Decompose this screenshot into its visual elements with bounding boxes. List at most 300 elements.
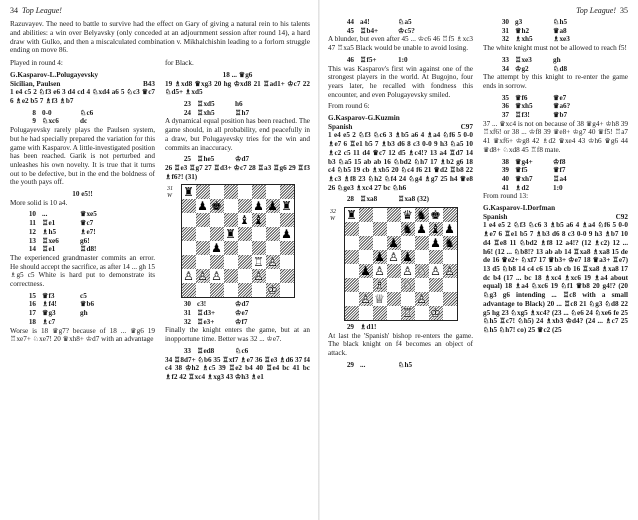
board-square xyxy=(210,255,224,269)
board-square xyxy=(266,213,280,227)
commentary: Worse is 18 ♛g7? because of 18 ... ♛g6 19 ♖xe7+ ♘xe7! 20 ♛xh8+ ♔d7 with an advantage xyxy=(10,326,155,344)
board-square xyxy=(224,227,238,241)
board-square xyxy=(359,264,373,278)
white-move: ♗c7 xyxy=(42,317,56,326)
board-square xyxy=(415,292,429,306)
move-row xyxy=(483,27,628,36)
board-square xyxy=(266,283,280,297)
board-square xyxy=(238,269,252,283)
board-square xyxy=(401,264,415,278)
board-square xyxy=(280,227,294,241)
board-square xyxy=(182,283,196,297)
white-pawn-icon: ♙ xyxy=(374,264,385,279)
board-square xyxy=(415,264,429,278)
board-square xyxy=(373,306,387,320)
move-row xyxy=(165,300,310,309)
board-square xyxy=(196,227,210,241)
board-square xyxy=(415,250,429,264)
black-knight-icon: ♞ xyxy=(402,222,413,237)
board-square xyxy=(387,222,401,236)
white-move: ♖b4+ xyxy=(360,26,379,35)
move-row xyxy=(328,361,473,370)
board-square xyxy=(373,278,387,292)
white-move: c3! xyxy=(197,300,207,309)
black-bishop-icon: ♝ xyxy=(253,213,264,228)
move-row xyxy=(483,184,628,193)
board-square xyxy=(196,269,210,283)
board-square xyxy=(210,185,224,199)
board-square xyxy=(252,227,266,241)
eco-code: C97 xyxy=(460,122,473,131)
board-square xyxy=(224,199,238,213)
move-row xyxy=(165,318,310,327)
move-number: 39 xyxy=(501,166,509,175)
move-number: 37 xyxy=(501,111,509,120)
move-number: 18 xyxy=(28,317,36,326)
move-number: 32 xyxy=(183,317,191,326)
move-number: 11 xyxy=(29,219,36,228)
board-square xyxy=(238,241,252,255)
white-pawn-icon: ♙ xyxy=(416,292,427,307)
move-number: 23 xyxy=(183,100,191,108)
board-square xyxy=(266,227,280,241)
move-row xyxy=(483,35,628,44)
move-number: 31 xyxy=(183,309,191,318)
board-square xyxy=(252,213,266,227)
black-move: ♛b6 xyxy=(80,300,95,309)
white-move: ♖e1 xyxy=(42,245,56,254)
board-square xyxy=(359,278,373,292)
black-move: ♔f7 xyxy=(235,317,248,326)
move-row xyxy=(10,228,155,237)
board-square xyxy=(429,278,443,292)
white-pawn-icon: ♙ xyxy=(430,264,441,279)
move-row xyxy=(10,309,155,318)
move-number: 29 xyxy=(346,360,354,369)
board-square xyxy=(210,227,224,241)
board-square xyxy=(373,208,387,222)
board-square xyxy=(345,264,359,278)
book-spine xyxy=(318,0,320,520)
right-column-1 xyxy=(328,18,473,370)
white-move: ♗h5 xyxy=(42,227,57,236)
move-list xyxy=(165,155,310,164)
black-pawn-icon: ♟ xyxy=(444,222,455,237)
diagram-number: 31 xyxy=(167,186,173,193)
black-pawn-icon: ♟ xyxy=(388,236,399,251)
white-move: ... xyxy=(360,360,366,369)
board-square xyxy=(443,222,457,236)
board-square xyxy=(280,241,294,255)
white-move: ♖e1 xyxy=(42,219,56,228)
diagram-side: W xyxy=(167,193,172,200)
from-round-6: From round 6: xyxy=(328,102,370,111)
board-square xyxy=(238,185,252,199)
move-row xyxy=(483,65,628,74)
opening-name: Spanish xyxy=(483,212,508,221)
diagram-32-wrapper xyxy=(328,207,473,321)
board-square xyxy=(182,213,196,227)
move-row xyxy=(328,195,473,204)
black-move: ♘h5 xyxy=(553,18,568,26)
board-square xyxy=(280,269,294,283)
board-square xyxy=(443,208,457,222)
move-list xyxy=(328,361,473,370)
white-knight-icon: ♘ xyxy=(402,278,413,293)
board-square xyxy=(429,250,443,264)
move-number: 32 xyxy=(501,35,509,44)
moves-text: 1 e4 e5 2 ♘f3 ♘c6 3 ♗b5 a6 4 ♗a4 ♘f6 5 0-0 ♗e7 6 ♖e1 b5 7 ♗b3 d6 8 c3 0-0 9 h3 ♘a5 10 ♗c2 c5 11 d4 ♛c7 12 d5 ♗c4!? 13 a4 ♖d7 14 b3 ♘a5 15 ab ab 16 ♘bd2 ♘h7 17 ♗b2 g6 18 c4 ♘b5 19 cb ♗xb5 20 ♘c4 f6 21 ♛d2 ♖b8 22 ♗c3 ♗f8 23 ♘h2 ♘f4 24 ♘g4 ♗g7 25 h4 ♛e8 26 ♘ge3 ♗xc4 27 bc ♘h6 xyxy=(328,131,473,192)
board-square xyxy=(443,250,457,264)
move-number: 41 xyxy=(501,183,509,192)
board-square xyxy=(238,283,252,297)
black-move: ♗xe3 xyxy=(553,35,570,44)
black-pawn-icon: ♟ xyxy=(281,227,292,242)
move-row xyxy=(10,300,155,309)
board-square xyxy=(280,199,294,213)
white-move: ♛g4+ xyxy=(515,157,533,166)
board-square xyxy=(387,250,401,264)
white-pawn-icon: ♙ xyxy=(183,269,194,284)
move-row xyxy=(483,102,628,111)
black-pawn-icon: ♟ xyxy=(360,264,371,279)
board-square xyxy=(415,236,429,250)
white-pawn-icon: ♙ xyxy=(197,269,208,284)
move-row xyxy=(328,323,473,332)
opening-name: Sicilian, Paulsen xyxy=(10,79,61,88)
white-pawn-icon: ♙ xyxy=(444,264,455,279)
move-number: 45 xyxy=(346,26,354,35)
board-square xyxy=(401,292,415,306)
move-row xyxy=(483,111,628,120)
board-square xyxy=(443,264,457,278)
move-row xyxy=(165,309,310,318)
board-square xyxy=(359,222,373,236)
move-list xyxy=(165,347,310,356)
move-list xyxy=(483,18,628,44)
black-bishop-icon: ♝ xyxy=(239,213,250,228)
move-row xyxy=(328,27,473,36)
board-square xyxy=(210,283,224,297)
commentary: More solid is 10 a4. xyxy=(10,198,68,207)
page-number-left: 34 xyxy=(10,6,18,15)
diagram-31-wrapper xyxy=(165,184,310,298)
move-list xyxy=(328,323,473,332)
opening-line xyxy=(483,213,628,222)
right-running-head xyxy=(328,6,628,18)
white-move: ♛f6 xyxy=(515,93,528,102)
running-head-right: Top League! xyxy=(576,6,616,15)
black-move: ♗e7! xyxy=(80,227,96,236)
white-move: ♖he5 xyxy=(197,155,215,164)
black-pawn-icon: ♟ xyxy=(253,199,264,214)
diagram-32-label xyxy=(330,209,336,223)
move-list xyxy=(165,100,310,117)
black-move: ♛c7 xyxy=(80,219,94,228)
black-move: ♔c5? xyxy=(398,26,415,35)
move-18: 18 ... ♛g6 xyxy=(222,70,253,79)
move-number: 40 xyxy=(501,174,509,183)
move-list xyxy=(328,195,473,204)
move-number: 33 xyxy=(501,55,509,64)
black-move: ♖a4 xyxy=(553,174,567,183)
white-move: ♖f5+ xyxy=(360,55,377,64)
black-king-icon: ♚ xyxy=(430,208,441,223)
commentary: Finally the knight enters the game, but at an inopportune time. Better was 32 ... ♔e7. xyxy=(165,326,310,344)
white-move: ♛xh5 xyxy=(515,102,533,111)
board-square xyxy=(210,213,224,227)
board-square xyxy=(224,269,238,283)
white-move: ♖xd5 xyxy=(197,100,215,108)
move-number: 15 xyxy=(28,291,36,300)
white-move: ♖d3+ xyxy=(197,309,216,318)
commentary: The white knight must not be allowed to reach f5! xyxy=(483,44,627,53)
move-row xyxy=(165,100,310,109)
white-king-icon: ♔ xyxy=(430,306,441,321)
eco-code: B43 xyxy=(143,79,155,88)
move-number: 30 xyxy=(501,18,509,26)
opening-line xyxy=(328,123,473,132)
black-move: ♖xa8 (32) xyxy=(398,195,429,204)
board-square xyxy=(224,241,238,255)
diagram-number: 32 xyxy=(330,209,336,216)
move-row xyxy=(10,292,155,301)
move-number: 14 xyxy=(28,245,36,254)
black-move: ♔d7 xyxy=(235,300,250,309)
move-number: 17 xyxy=(28,309,36,318)
board-square xyxy=(387,208,401,222)
black-move: ♖d8! xyxy=(80,245,97,254)
game-title-dorfman: G.Kasparov-I.Dorfman xyxy=(483,204,556,213)
black-pawn-icon: ♟ xyxy=(430,236,441,251)
white-move: ♘xc6 xyxy=(42,117,59,126)
board-square xyxy=(210,241,224,255)
move-row xyxy=(483,175,628,184)
board-square xyxy=(182,269,196,283)
board-square xyxy=(182,199,196,213)
move-number: 9 xyxy=(32,117,36,126)
played-round-4: Played in round 4: xyxy=(10,59,63,68)
black-move xyxy=(80,318,155,327)
board-square xyxy=(196,213,210,227)
left-running-head xyxy=(10,6,310,18)
commentary: The attempt by this knight to re-enter the game ends in sorrow. xyxy=(483,73,628,90)
left-column-2 xyxy=(165,59,310,384)
board-square xyxy=(359,306,373,320)
white-pawn-icon: ♙ xyxy=(211,269,222,284)
board-square xyxy=(345,292,359,306)
move-list xyxy=(10,109,155,126)
board-square xyxy=(238,213,252,227)
commentary: A dynamical equal position has been reached. The game should, in all probability, end peacefully in a draw, but Polugayevsky tries for the win and commits an inaccuracy. xyxy=(165,117,310,152)
board-square xyxy=(196,185,210,199)
move-row xyxy=(10,117,155,126)
board-square xyxy=(238,199,252,213)
board-square xyxy=(359,250,373,264)
board-square xyxy=(266,241,280,255)
moves-text: 19 ♗xd8 ♛xg3 20 hg ♔xd8 21 ♖ad1+ ♔c7 22 ♘d5+ ♗xd5 xyxy=(165,79,310,97)
board-square xyxy=(429,222,443,236)
black-move: 1:0 xyxy=(553,183,563,192)
white-move: a4! xyxy=(360,18,370,26)
board-square xyxy=(196,241,210,255)
commentary: 37 ... ♛xc4 is not on because of 38 ♛g4+ ♔h8 39 ♖xf6! or 38 ... ♔f8 39 ♛e8+ ♔g7 40 ♛f5! ♖a7 41 ♛xf6+ ♔g8 42 ♗d2 ♛xe4 43 ♔h6 ♛g6 44 ♛d8+ ♘xd8 45 ♖f8 mate. xyxy=(483,119,628,154)
move-row xyxy=(165,155,310,164)
move-number: 30 xyxy=(183,300,191,309)
board-square xyxy=(238,227,252,241)
board-square xyxy=(266,185,280,199)
move-number: 29 xyxy=(346,323,354,332)
move-row xyxy=(10,109,155,118)
board-square xyxy=(387,236,401,250)
black-move: ♛a6? xyxy=(553,102,571,111)
move-row xyxy=(483,94,628,103)
move-list xyxy=(328,18,473,35)
white-move: ♛f5 xyxy=(515,166,528,175)
move-row xyxy=(328,56,473,65)
black-pawn-icon: ♟ xyxy=(211,241,222,256)
white-pawn-icon: ♙ xyxy=(402,264,413,279)
opening-line xyxy=(10,80,155,89)
white-pawn-icon: ♙ xyxy=(360,292,371,307)
game-title-kuzmin: G.Kasparov-G.Kuzmin xyxy=(328,114,400,123)
board-square xyxy=(280,213,294,227)
white-pawn-icon: ♙ xyxy=(388,250,399,265)
board-square xyxy=(359,236,373,250)
board-square xyxy=(401,208,415,222)
board-square xyxy=(415,306,429,320)
move-number: 46 xyxy=(346,55,354,64)
move-row xyxy=(483,166,628,175)
chess-diagram-31 xyxy=(181,184,295,298)
board-square xyxy=(252,241,266,255)
move-list xyxy=(483,94,628,120)
move-row xyxy=(10,219,155,228)
moves-text: 1 e4 e5 2 ♘f3 ♘c6 3 ♗b5 a6 4 ♗a4 ♘f6 5 0-0 ♗e7 6 ♖e1 b5 7 ♗b3 d6 8 c3 0-0 9 h3 ♗b7 10 d4 ♖e8 11 ♘bd2 ♗f8 12 a4!? (12 ♗c2) 12 ... h6! (12 ... ♘b8!? 13 ab ab 14 ♖xa8 ♗xa8 15 de de 16 ♛e2+ ♘xf7 17 ♛b3+ ♔e7 18 ♛a3+ ♖e7) 13 d5 ♘b8 14 c4 c6 15 ab cb 16 ♖xa8 ♗xa8 17 dc b4 (17 ... bc 18 ♗xc4 ♗xc6 19 ♗a4 about equal) 18 ♗a4 ♘xc6 19 ♘f1 ♛b8 20 g4!? (20 ♘g3 g6 intending ... ♖c8 with a small advantage to Black) 20 ... ♖c8 21 ♘g3 ♘d8 22 g5 hg 23 ♘xg5 ♗xc4? (23 ... ♘e6 24 ♘xe6 fe 25 ♘h5 ♖c7! ♘h5) 24 ♗xb3 ♔d4? (24 ... ♗c7 25 ♘h5 ♘h7! co) 25 ♛c2 (25 xyxy=(483,221,628,334)
move-number: 13 xyxy=(28,236,36,245)
black-move: ♔e7 xyxy=(235,309,249,318)
black-pawn-icon: ♟ xyxy=(402,250,413,265)
black-move: ♛b7 xyxy=(553,111,568,120)
board-square xyxy=(387,292,401,306)
move-row xyxy=(10,245,155,254)
move-row xyxy=(165,109,310,118)
white-move: ♔g2 xyxy=(515,64,529,73)
move-number: 31 xyxy=(501,26,509,35)
left-intro-paragraph: Razuvayev. The need to battle to survive had the effect on Gary of giving a natural rein to his talents and abilities: a win over Belyavsky (only conceded at an adjournment session after round 14), a hard draw with Gulko, and then a miscalculated combination v. Mikhalchishin leading to a forlorn struggle ending on move 86. xyxy=(10,19,310,55)
board-square xyxy=(373,222,387,236)
move-list xyxy=(165,300,310,326)
moves-text: 34 ♖8d7+ ♘b6 35 ♖xf7 ♗e7 36 ♖e3 ♗d6 37 f4 c4 38 ♔h2 ♗c5 39 ♖e2 b4 40 ♖e4 bc 41 bc ♗f2 42 ♖xc4 ♗xg3 43 ♔h3 ♗e1 xyxy=(165,355,310,381)
black-move: gh xyxy=(553,55,561,64)
move-row xyxy=(483,18,628,27)
board-square xyxy=(373,292,387,306)
black-pawn-icon: ♟ xyxy=(374,250,385,265)
novelty-move: 10 e5!! xyxy=(72,190,93,199)
black-move: c5 xyxy=(80,291,87,300)
black-move: ♘d8 xyxy=(553,64,568,73)
black-move: ♛a8 xyxy=(553,26,567,35)
move-number: 10 xyxy=(28,210,36,219)
white-pawn-icon: ♙ xyxy=(253,269,264,284)
board-square xyxy=(345,306,359,320)
move-number: 33 xyxy=(183,346,191,355)
board-square xyxy=(252,185,266,199)
black-rook-icon: ♜ xyxy=(346,208,357,223)
board-square xyxy=(373,264,387,278)
commentary: Polugayevsky rarely plays the Paulsen system, but he had specially prepared the variation for this game with Kasparov. A little-investigated position has been reached. Garik is not perturbed and unleashes his own novelty. It is true that it turns out to be defective, but in the end the boldness of the youth pays off. xyxy=(10,126,155,187)
move-number: 38 xyxy=(501,157,509,166)
black-move: dc xyxy=(80,117,88,126)
move-row xyxy=(328,18,473,27)
move-number: 16 xyxy=(28,300,36,309)
white-move: ♗d2 xyxy=(515,183,530,192)
board-square xyxy=(443,306,457,320)
move-row xyxy=(483,56,628,65)
commentary: This was Kasparov's first win against one of the strongest players in the world. At Bugojno, four years later, he recalled with fondness this encounter, and even Polugayevsky smiled. xyxy=(328,64,473,99)
white-knight-icon: ♘ xyxy=(416,264,427,279)
board-square xyxy=(252,269,266,283)
white-move: ♛h2 xyxy=(515,26,530,35)
game-title-polugayevsky: G.Kasparov-L.Polugayevsky xyxy=(10,70,99,79)
right-column-2 xyxy=(483,18,628,370)
moves-text: 1 e4 c5 2 ♘f3 e6 3 d4 cd 4 ♘xd4 a6 5 ♘c3 ♛c7 6 ♗e2 b5 7 ♗f3 ♗b7 xyxy=(10,88,155,105)
move-number: 34 xyxy=(501,64,509,73)
white-queen-icon: ♕ xyxy=(374,292,385,307)
board-square xyxy=(387,306,401,320)
move-number: 8 xyxy=(32,108,36,117)
board-square xyxy=(401,306,415,320)
board-square xyxy=(345,222,359,236)
move-list xyxy=(483,158,628,193)
white-move: ♖xe6 xyxy=(42,236,59,245)
white-pawn-icon: ♙ xyxy=(267,255,278,270)
black-move xyxy=(398,323,473,332)
diagram-31-label xyxy=(167,186,173,200)
white-move: ♛xh7 xyxy=(515,174,533,183)
board-square xyxy=(182,255,196,269)
board-square xyxy=(252,283,266,297)
move-number: 44 xyxy=(346,18,354,26)
board-square xyxy=(415,278,429,292)
black-move: ♘c6 xyxy=(235,346,249,355)
board-square xyxy=(429,236,443,250)
board-square xyxy=(373,236,387,250)
board-square xyxy=(266,199,280,213)
board-square xyxy=(252,255,266,269)
board-square xyxy=(266,269,280,283)
black-pawn-icon: ♟ xyxy=(267,199,278,214)
moves-text: 26 ♖e3 ♖g7 27 ♖d3+ ♔c7 28 ♖a3 ♖g6 29 ♖f3 ♗f6?! (31) xyxy=(165,163,310,181)
board-square xyxy=(415,222,429,236)
black-rook-icon: ♜ xyxy=(183,185,194,200)
white-move: ♖xh5 xyxy=(197,108,215,117)
board-square xyxy=(280,283,294,297)
chess-diagram-32 xyxy=(344,207,458,321)
board-square xyxy=(210,199,224,213)
move-row xyxy=(10,210,155,219)
move-number: 36 xyxy=(501,102,509,111)
black-move: ♛e7 xyxy=(553,93,567,102)
white-move: ♗d1! xyxy=(360,323,377,332)
white-rook-icon: ♖ xyxy=(253,255,264,270)
board-square xyxy=(429,292,443,306)
black-move: ♘h5 xyxy=(398,360,413,369)
move-number: 12 xyxy=(28,227,36,236)
white-move: ♖xa8 xyxy=(360,195,378,204)
black-pawn-icon: ♟ xyxy=(416,222,427,237)
board-square xyxy=(210,269,224,283)
